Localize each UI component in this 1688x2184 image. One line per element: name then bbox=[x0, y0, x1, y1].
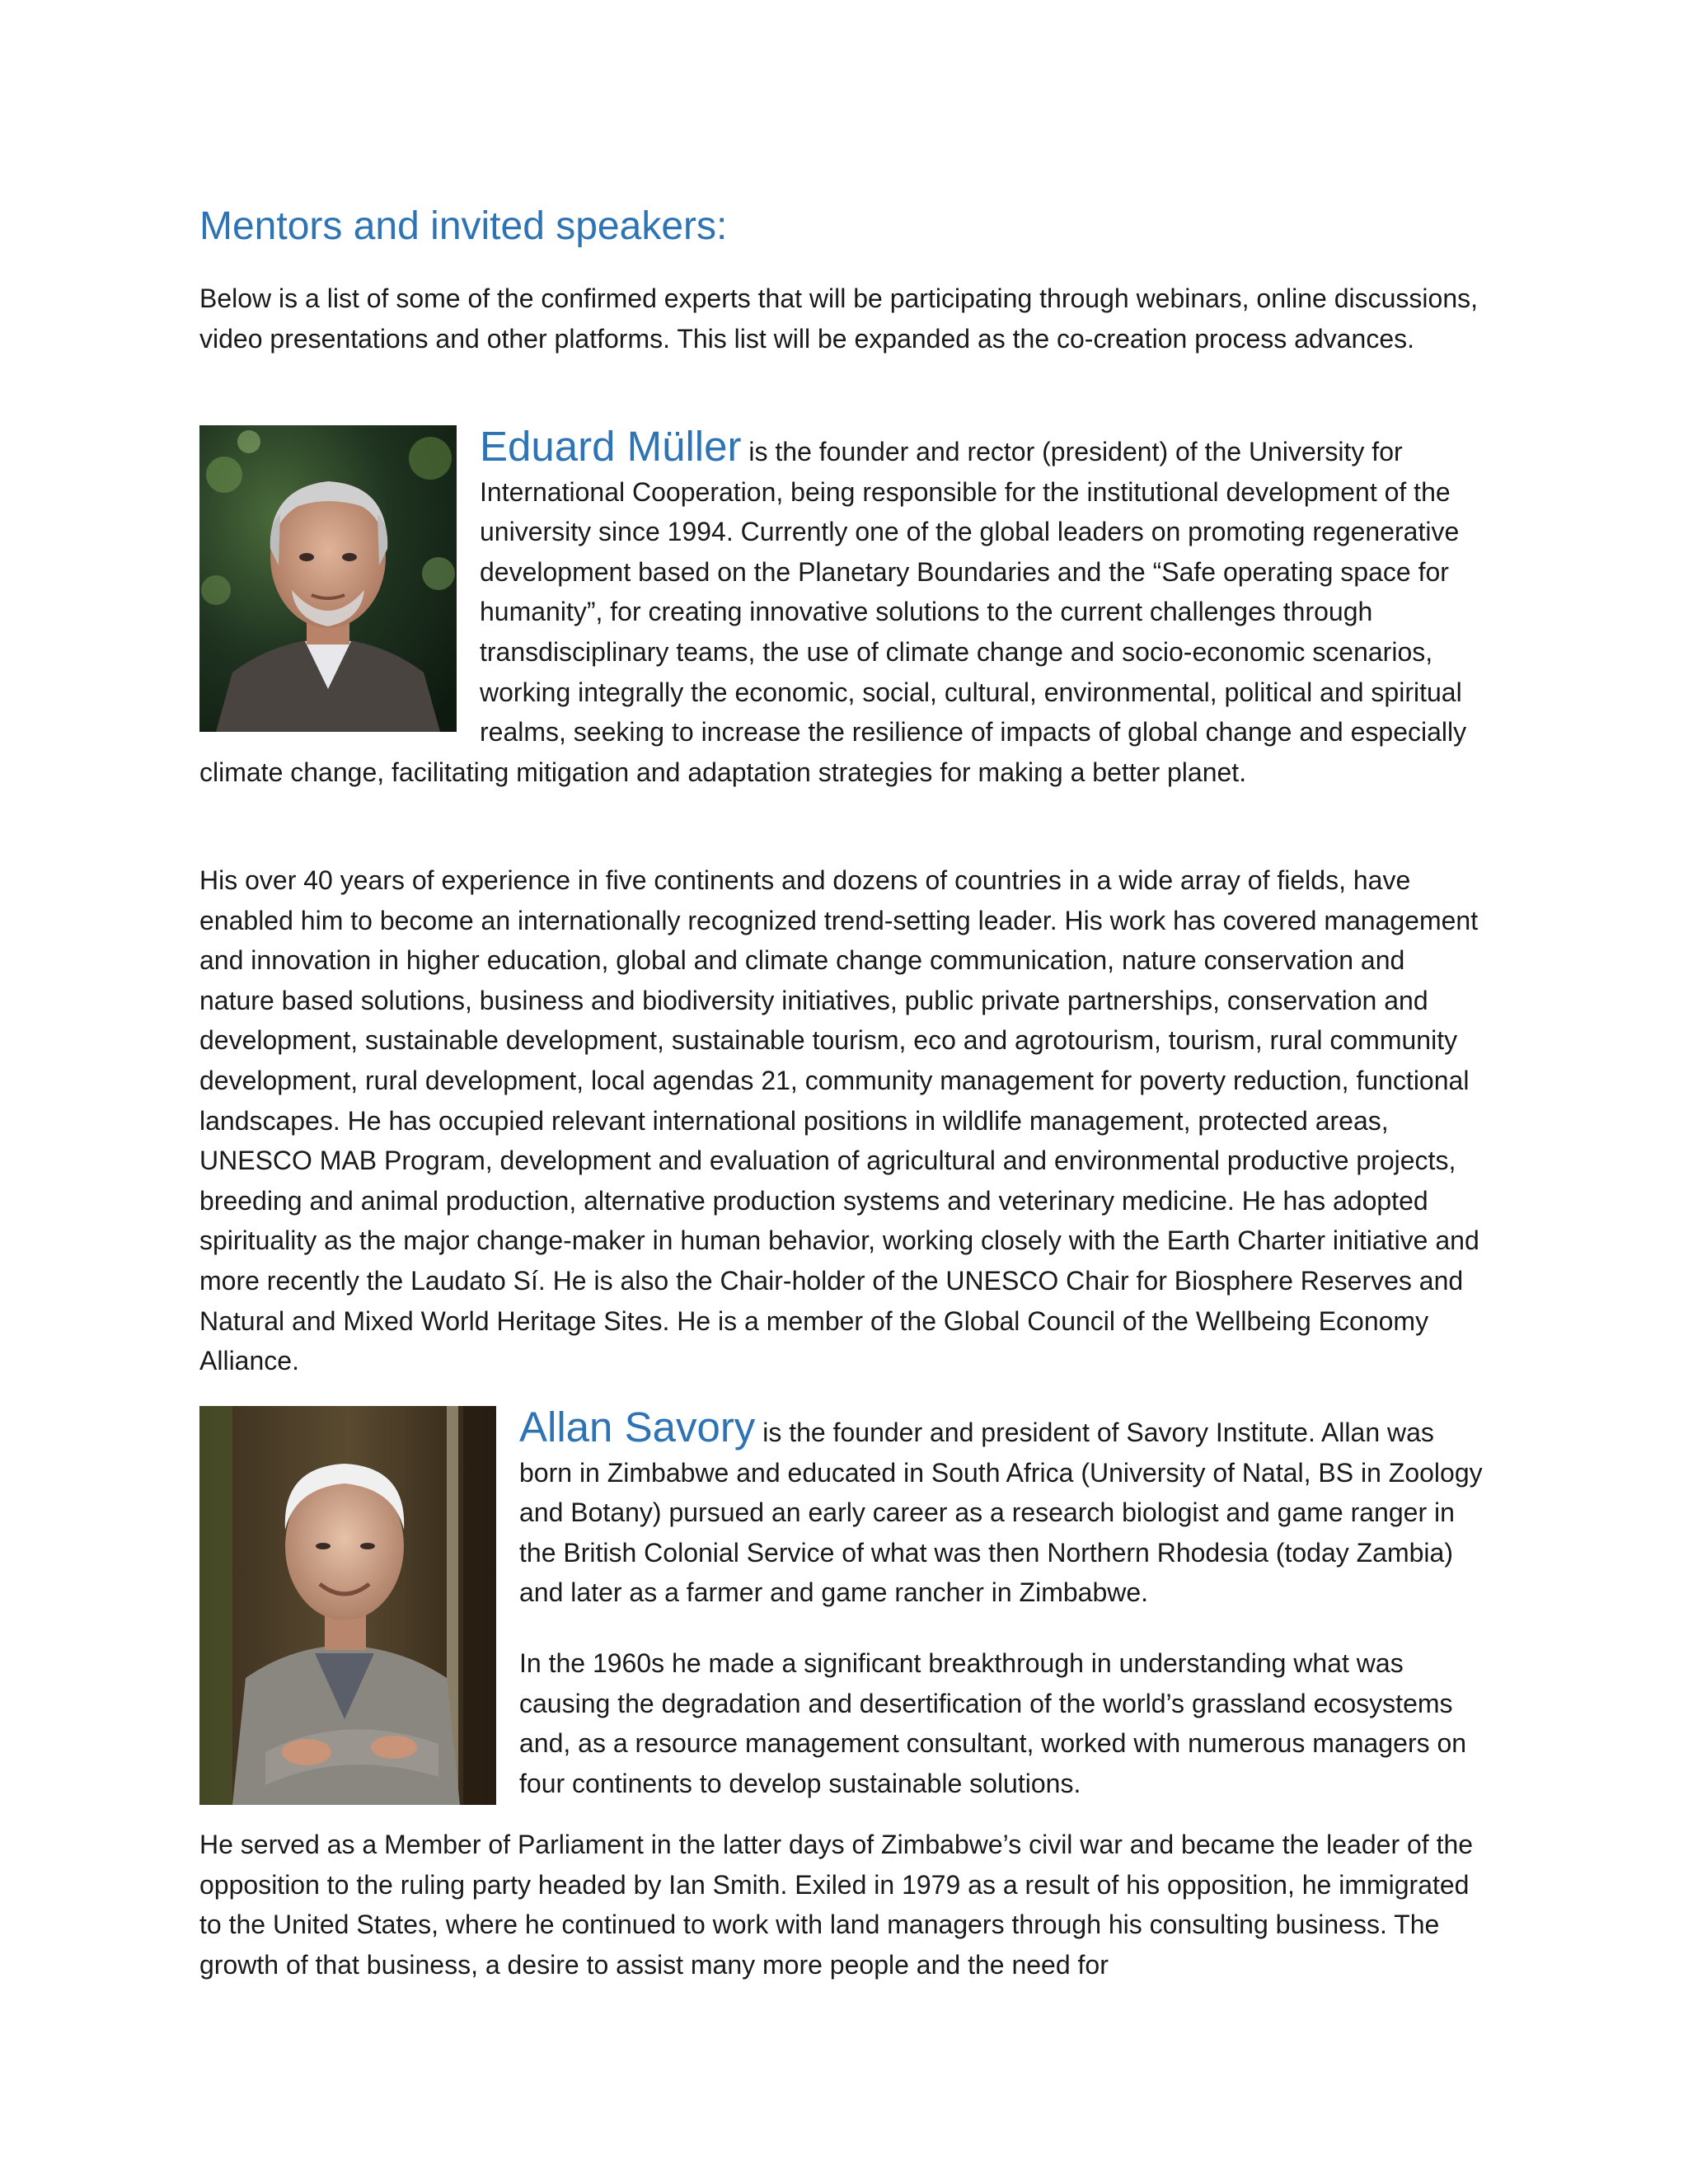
intro-paragraph: Below is a list of some of the confirmed experts that will be participating through webinars, online discussions, video presentations and other platforms. This list will be expanded as the co-creation process advances. bbox=[199, 284, 1478, 354]
speaker-name: Allan Savory bbox=[519, 1404, 756, 1451]
section-title: Mentors and invited speakers: bbox=[199, 204, 728, 248]
speaker-bio-lead: is the founder and rector (president) of the University for International Cooperation, being responsible for the institutional development of the university since 1994. Currently one of the global leaders on promoting regenerative development based on the Planetary Boundaries and the “Safe operating space for humanity”, for creating innovative solutions to the current challenges through transdisciplinary teams, the use of climate change and socio-economic scenarios, working integrally the economic, social, cultural, environmental, political and spiritual realms, seeking to increase the resilience of impacts of global change and especially climate change, facilitating mitigation and adaptation strategies for making a better planet. bbox=[199, 437, 1467, 787]
speaker-bio-lead: is the founder and president of Savory Institute. Allan was born in Zimbabwe and educated in South Africa (University of Natal, BS in Zoology and Botany) pursued an early career as a research biologist and game ranger in the British Colonial Service of what was then Northern Rhodesia (today Zambia) and later as a farmer and game rancher in Zimbabwe. bbox=[519, 1418, 1483, 1608]
speaker-bio-more: His over 40 years of experience in five continents and dozens of countries in a wide array of fields, have enabled him to become an internationally recognized trend-setting leader. His work has covered management and innovation in higher education, global and climate change communication, nature conservation and nature based solutions, business and biodiversity initiatives, public private partnerships, conservation and development, sustainable development, sustainable tourism, eco and agrotourism, tourism, rural community development, rural development, local agendas 21, community management for poverty reduction, functional landscapes. He has occupied relevant international positions in wildlife management, protected areas, UNESCO MAB Program, development and evaluation of agricultural and environmental productive projects, breeding and animal production, alternative production systems and veterinary medicine. He has adopted spirituality as the major change-maker in human behavior, working closely with the Earth Charter initiative and more recently the Laudato Sí. He is also the Chair-holder of the UNESCO Chair for Biosphere Reserves and Natural and Mixed World Heritage Sites. He is a member of the Global Council of the Wellbeing Economy Alliance. bbox=[199, 865, 1479, 1376]
eduard-mueller-portrait bbox=[199, 425, 457, 732]
portrait-photo-icon bbox=[199, 425, 457, 732]
speaker-bio-more: He served as a Member of Parliament in the latter days of Zimbabwe’s civil war and became the leader of the opposition to the ruling party headed by Ian Smith. Exiled in 1979 as a result of his opposition, he immigrated to the United States, where he continued to work with land managers through his consulting business. The growth of that business, a desire to assist many more people and the need for bbox=[199, 1830, 1474, 1980]
allan-savory-portrait bbox=[199, 1406, 496, 1805]
portrait-photo-icon bbox=[199, 1406, 496, 1805]
speaker-bio-eduard-mueller bbox=[199, 425, 1485, 792]
speaker-name: Eduard Müller bbox=[480, 423, 742, 470]
speaker-bio-second: In the 1960s he made a significant breakthrough in understanding what was causing the degradation and desertification of the world’s grassland ecosystems and, as a resource management consultant, worked with numerous managers on four continents to develop sustainable solutions. bbox=[519, 1648, 1467, 1798]
